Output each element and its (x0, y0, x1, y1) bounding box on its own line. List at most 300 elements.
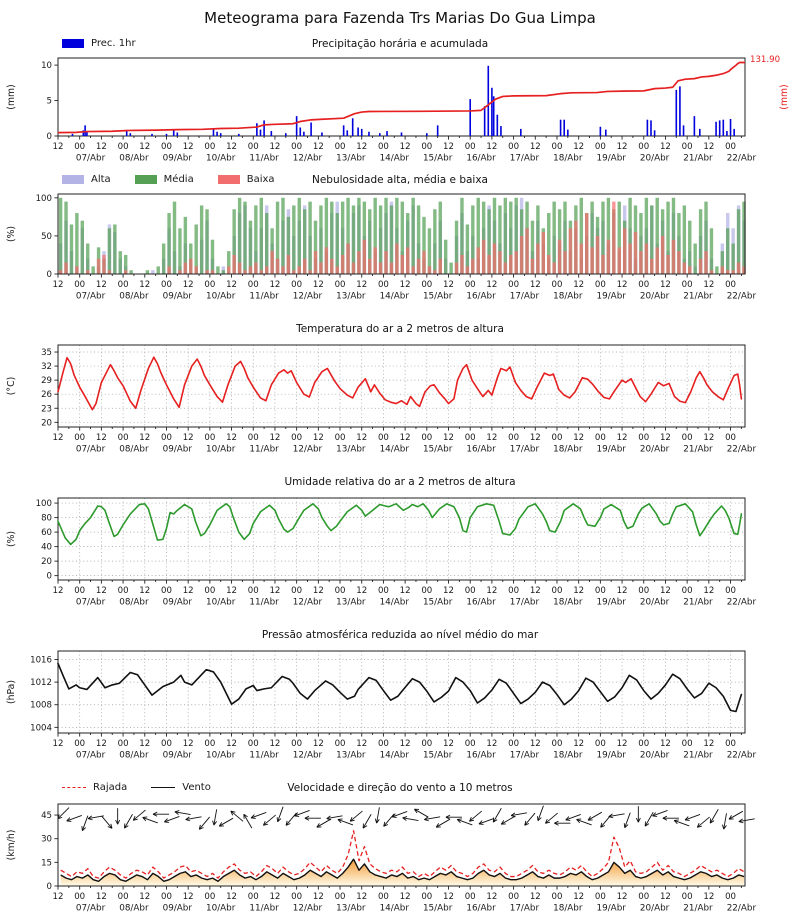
svg-text:00: 00 (465, 280, 476, 290)
svg-text:29: 29 (41, 376, 52, 386)
svg-text:00: 00 (508, 280, 519, 290)
svg-text:10/Abr: 10/Abr (206, 904, 236, 914)
svg-text:00: 00 (335, 586, 346, 596)
svg-text:00: 00 (378, 280, 389, 290)
temp-header (0, 322, 800, 339)
svg-text:21/Abr: 21/Abr (683, 904, 713, 914)
svg-text:12: 12 (573, 280, 584, 290)
svg-text:12: 12 (703, 739, 714, 749)
svg-text:00: 00 (74, 739, 85, 749)
svg-text:12: 12 (703, 586, 714, 596)
svg-text:00: 00 (421, 739, 432, 749)
svg-text:00: 00 (508, 142, 519, 152)
page-title: Meteograma para Fazenda Trs Marias Do Gua Limpa (0, 0, 800, 34)
svg-text:12: 12 (617, 433, 628, 443)
wind-title: Velocidade e direção do vento a 10 metros (0, 782, 800, 794)
svg-text:12: 12 (269, 739, 280, 749)
svg-text:10/Abr: 10/Abr (206, 598, 236, 608)
svg-text:12: 12 (96, 586, 107, 596)
svg-text:12: 12 (313, 280, 324, 290)
wind-chart-canvas (0, 798, 800, 920)
svg-text:17/Abr: 17/Abr (510, 904, 540, 914)
svg-text:(hPa): (hPa) (6, 680, 17, 704)
svg-text:5: 5 (47, 97, 52, 107)
svg-text:12: 12 (573, 892, 584, 902)
svg-text:13/Abr: 13/Abr (336, 904, 366, 914)
svg-text:00: 00 (682, 280, 693, 290)
svg-text:00: 00 (595, 892, 606, 902)
svg-text:18/Abr: 18/Abr (553, 292, 583, 302)
svg-text:00: 00 (204, 280, 215, 290)
pressure-title: Pressão atmosférica reduzida ao nível médio do mar (0, 629, 800, 641)
svg-text:20/Abr: 20/Abr (640, 154, 670, 164)
svg-text:00: 00 (595, 280, 606, 290)
svg-text:12: 12 (530, 739, 541, 749)
svg-text:12: 12 (53, 433, 64, 443)
svg-text:12: 12 (313, 586, 324, 596)
svg-text:22/Abr: 22/Abr (727, 751, 757, 761)
svg-text:00: 00 (291, 280, 302, 290)
svg-text:00: 00 (378, 892, 389, 902)
svg-text:12: 12 (313, 142, 324, 152)
svg-text:12: 12 (269, 280, 280, 290)
svg-text:00: 00 (118, 586, 129, 596)
svg-text:00: 00 (335, 739, 346, 749)
svg-text:0: 0 (47, 882, 52, 892)
humidity-chart-canvas (0, 492, 800, 614)
svg-text:12: 12 (486, 280, 497, 290)
svg-text:12: 12 (486, 892, 497, 902)
svg-text:14/Abr: 14/Abr (380, 154, 410, 164)
wind-rajada-swatch (62, 787, 86, 788)
svg-text:20: 20 (41, 418, 52, 428)
svg-text:00: 00 (161, 280, 172, 290)
svg-text:16/Abr: 16/Abr (466, 751, 496, 761)
svg-text:00: 00 (74, 892, 85, 902)
svg-text:19/Abr: 19/Abr (597, 751, 627, 761)
svg-text:12: 12 (356, 586, 367, 596)
svg-text:12: 12 (573, 142, 584, 152)
svg-text:12: 12 (443, 142, 454, 152)
svg-text:12: 12 (617, 892, 628, 902)
svg-text:13/Abr: 13/Abr (336, 445, 366, 455)
clouds-baixa-swatch (218, 175, 240, 184)
svg-text:12: 12 (703, 892, 714, 902)
svg-text:30: 30 (41, 835, 52, 845)
svg-text:12: 12 (530, 142, 541, 152)
svg-text:00: 00 (291, 142, 302, 152)
svg-text:09/Abr: 09/Abr (163, 751, 193, 761)
svg-text:50: 50 (41, 232, 52, 242)
svg-text:12: 12 (660, 586, 671, 596)
svg-text:08/Abr: 08/Abr (119, 751, 149, 761)
svg-text:00: 00 (378, 433, 389, 443)
svg-text:12: 12 (443, 739, 454, 749)
svg-text:00: 00 (74, 586, 85, 596)
svg-text:12: 12 (443, 433, 454, 443)
wind-vento-swatch (151, 787, 175, 788)
svg-text:00: 00 (378, 142, 389, 152)
svg-text:00: 00 (161, 142, 172, 152)
svg-text:14/Abr: 14/Abr (380, 904, 410, 914)
svg-text:20/Abr: 20/Abr (640, 292, 670, 302)
wind-header (0, 781, 800, 798)
svg-text:21/Abr: 21/Abr (683, 751, 713, 761)
wind-legend-item-rajada (62, 782, 127, 793)
svg-text:100: 100 (36, 194, 52, 204)
svg-text:12: 12 (486, 586, 497, 596)
svg-text:(%): (%) (6, 226, 17, 242)
svg-text:12: 12 (96, 892, 107, 902)
temp-title: Temperatura do ar a 2 metros de altura (0, 323, 800, 335)
svg-text:00: 00 (508, 892, 519, 902)
svg-text:08/Abr: 08/Abr (119, 445, 149, 455)
svg-text:19/Abr: 19/Abr (597, 292, 627, 302)
svg-text:21/Abr: 21/Abr (683, 292, 713, 302)
svg-text:00: 00 (682, 892, 693, 902)
svg-text:12: 12 (356, 892, 367, 902)
svg-text:12: 12 (573, 433, 584, 443)
svg-text:16/Abr: 16/Abr (466, 598, 496, 608)
clouds-baixa-label: Baixa (247, 174, 275, 185)
svg-text:00: 00 (291, 739, 302, 749)
svg-text:00: 00 (725, 739, 736, 749)
svg-text:22/Abr: 22/Abr (727, 445, 757, 455)
svg-text:20/Abr: 20/Abr (640, 904, 670, 914)
svg-text:07/Abr: 07/Abr (76, 598, 106, 608)
svg-text:00: 00 (378, 739, 389, 749)
svg-text:20/Abr: 20/Abr (640, 598, 670, 608)
precip-legend-label: Prec. 1hr (91, 38, 136, 49)
svg-text:12: 12 (400, 586, 411, 596)
svg-text:00: 00 (552, 142, 563, 152)
svg-text:12: 12 (400, 739, 411, 749)
svg-text:00: 00 (248, 739, 259, 749)
svg-text:(°C): (°C) (6, 377, 17, 395)
svg-text:09/Abr: 09/Abr (163, 292, 193, 302)
svg-text:11/Abr: 11/Abr (249, 751, 279, 761)
svg-text:00: 00 (595, 142, 606, 152)
svg-text:12: 12 (443, 586, 454, 596)
svg-text:20/Abr: 20/Abr (640, 751, 670, 761)
svg-text:12: 12 (703, 142, 714, 152)
svg-text:18/Abr: 18/Abr (553, 445, 583, 455)
svg-text:00: 00 (595, 433, 606, 443)
svg-text:14/Abr: 14/Abr (380, 292, 410, 302)
svg-text:18/Abr: 18/Abr (553, 598, 583, 608)
svg-text:12: 12 (356, 280, 367, 290)
svg-text:00: 00 (638, 892, 649, 902)
svg-text:19/Abr: 19/Abr (597, 598, 627, 608)
svg-text:00: 00 (204, 142, 215, 152)
svg-text:12: 12 (183, 739, 194, 749)
svg-text:00: 00 (682, 142, 693, 152)
svg-text:12: 12 (269, 433, 280, 443)
svg-text:12: 12 (226, 892, 237, 902)
svg-text:00: 00 (204, 892, 215, 902)
svg-text:00: 00 (74, 280, 85, 290)
svg-text:17/Abr: 17/Abr (510, 445, 540, 455)
svg-text:00: 00 (421, 280, 432, 290)
svg-text:00: 00 (248, 280, 259, 290)
svg-text:22/Abr: 22/Abr (727, 154, 757, 164)
svg-text:12: 12 (486, 739, 497, 749)
svg-text:08/Abr: 08/Abr (119, 292, 149, 302)
svg-text:12/Abr: 12/Abr (293, 154, 323, 164)
svg-text:12: 12 (313, 739, 324, 749)
svg-text:12: 12 (400, 142, 411, 152)
svg-text:12: 12 (183, 586, 194, 596)
svg-text:07/Abr: 07/Abr (76, 445, 106, 455)
svg-text:12: 12 (617, 586, 628, 596)
svg-text:(mm): (mm) (779, 84, 790, 109)
svg-text:12: 12 (139, 892, 150, 902)
svg-text:12: 12 (313, 892, 324, 902)
precip-title: Precipitação horária e acumulada (0, 38, 800, 50)
svg-text:00: 00 (552, 892, 563, 902)
svg-text:12: 12 (703, 433, 714, 443)
svg-text:21/Abr: 21/Abr (683, 598, 713, 608)
svg-text:11/Abr: 11/Abr (249, 292, 279, 302)
precip-chart-canvas (0, 54, 800, 170)
svg-text:19/Abr: 19/Abr (597, 154, 627, 164)
svg-text:1016: 1016 (30, 655, 52, 665)
svg-text:12: 12 (139, 739, 150, 749)
clouds-legend (62, 174, 275, 185)
svg-text:26: 26 (41, 390, 52, 400)
svg-text:12: 12 (703, 280, 714, 290)
clouds-media-label: Média (164, 174, 194, 185)
svg-text:11/Abr: 11/Abr (249, 598, 279, 608)
svg-text:21/Abr: 21/Abr (683, 154, 713, 164)
precip-header (0, 37, 800, 54)
wind-legend (62, 782, 211, 793)
svg-text:17/Abr: 17/Abr (510, 292, 540, 302)
svg-text:00: 00 (118, 280, 129, 290)
svg-text:12: 12 (617, 280, 628, 290)
svg-text:12: 12 (617, 142, 628, 152)
pressure-header (0, 628, 800, 645)
svg-text:131.90: 131.90 (750, 55, 780, 65)
svg-text:23: 23 (41, 404, 52, 414)
svg-text:08/Abr: 08/Abr (119, 904, 149, 914)
svg-text:00: 00 (552, 739, 563, 749)
svg-text:12: 12 (443, 280, 454, 290)
svg-text:11/Abr: 11/Abr (249, 154, 279, 164)
svg-text:00: 00 (335, 280, 346, 290)
svg-text:19/Abr: 19/Abr (597, 904, 627, 914)
svg-text:00: 00 (335, 433, 346, 443)
humidity-title: Umidade relativa do ar a 2 metros de altura (0, 476, 800, 488)
precip-legend-item (62, 38, 136, 49)
svg-text:12: 12 (226, 433, 237, 443)
svg-text:14/Abr: 14/Abr (380, 598, 410, 608)
svg-text:1008: 1008 (30, 701, 52, 711)
svg-text:14/Abr: 14/Abr (380, 751, 410, 761)
svg-text:1004: 1004 (30, 723, 52, 733)
svg-text:00: 00 (118, 739, 129, 749)
precip-legend (62, 38, 136, 49)
svg-text:00: 00 (682, 433, 693, 443)
svg-text:15/Abr: 15/Abr (423, 751, 453, 761)
svg-text:12: 12 (53, 142, 64, 152)
svg-text:00: 00 (118, 433, 129, 443)
svg-text:12: 12 (53, 280, 64, 290)
svg-text:00: 00 (161, 586, 172, 596)
svg-text:20: 20 (41, 557, 52, 567)
svg-text:00: 00 (74, 433, 85, 443)
svg-text:00: 00 (638, 280, 649, 290)
svg-text:09/Abr: 09/Abr (163, 445, 193, 455)
svg-text:00: 00 (204, 586, 215, 596)
svg-text:12: 12 (139, 280, 150, 290)
svg-text:00: 00 (725, 586, 736, 596)
svg-text:12: 12 (573, 739, 584, 749)
wind-rajada-label: Rajada (93, 782, 127, 793)
svg-text:12: 12 (269, 142, 280, 152)
svg-text:00: 00 (291, 433, 302, 443)
svg-text:00: 00 (248, 142, 259, 152)
svg-text:07/Abr: 07/Abr (76, 154, 106, 164)
svg-text:12: 12 (400, 433, 411, 443)
svg-text:00: 00 (682, 739, 693, 749)
svg-text:12: 12 (96, 142, 107, 152)
svg-text:00: 00 (248, 433, 259, 443)
clouds-chart-canvas (0, 190, 800, 308)
svg-text:00: 00 (118, 142, 129, 152)
svg-text:60: 60 (41, 528, 52, 538)
svg-text:22/Abr: 22/Abr (727, 904, 757, 914)
svg-text:00: 00 (378, 586, 389, 596)
svg-text:00: 00 (421, 433, 432, 443)
svg-text:10/Abr: 10/Abr (206, 751, 236, 761)
svg-text:09/Abr: 09/Abr (163, 904, 193, 914)
svg-text:(mm): (mm) (6, 84, 17, 109)
svg-text:11/Abr: 11/Abr (249, 904, 279, 914)
svg-text:15/Abr: 15/Abr (423, 292, 453, 302)
svg-text:17/Abr: 17/Abr (510, 154, 540, 164)
svg-text:00: 00 (465, 739, 476, 749)
svg-text:12: 12 (573, 586, 584, 596)
svg-text:21/Abr: 21/Abr (683, 445, 713, 455)
svg-text:00: 00 (161, 433, 172, 443)
svg-text:00: 00 (552, 586, 563, 596)
svg-text:00: 00 (291, 586, 302, 596)
svg-text:00: 00 (248, 586, 259, 596)
wind-vento-label: Vento (182, 782, 211, 793)
svg-text:00: 00 (248, 892, 259, 902)
svg-text:12: 12 (660, 142, 671, 152)
svg-text:12: 12 (400, 892, 411, 902)
svg-text:12: 12 (530, 892, 541, 902)
svg-text:16/Abr: 16/Abr (466, 445, 496, 455)
temp-chart-canvas (0, 339, 800, 461)
svg-text:13/Abr: 13/Abr (336, 751, 366, 761)
svg-text:00: 00 (508, 433, 519, 443)
svg-text:10: 10 (41, 61, 52, 71)
svg-text:45: 45 (41, 811, 52, 821)
svg-text:10/Abr: 10/Abr (206, 445, 236, 455)
svg-text:12: 12 (53, 586, 64, 596)
svg-text:00: 00 (725, 280, 736, 290)
svg-text:20/Abr: 20/Abr (640, 445, 670, 455)
svg-text:00: 00 (595, 739, 606, 749)
svg-text:12: 12 (139, 433, 150, 443)
svg-text:1012: 1012 (30, 678, 52, 688)
svg-text:12: 12 (139, 586, 150, 596)
svg-text:00: 00 (421, 586, 432, 596)
svg-text:16/Abr: 16/Abr (466, 154, 496, 164)
svg-text:00: 00 (508, 586, 519, 596)
svg-text:00: 00 (465, 142, 476, 152)
svg-text:08/Abr: 08/Abr (119, 154, 149, 164)
svg-text:18/Abr: 18/Abr (553, 751, 583, 761)
svg-text:22/Abr: 22/Abr (727, 292, 757, 302)
svg-text:12: 12 (226, 586, 237, 596)
svg-text:00: 00 (118, 892, 129, 902)
humidity-header (0, 475, 800, 492)
svg-text:0: 0 (47, 132, 52, 142)
svg-text:12: 12 (356, 433, 367, 443)
svg-text:12: 12 (269, 892, 280, 902)
svg-text:13/Abr: 13/Abr (336, 154, 366, 164)
clouds-media-swatch (135, 175, 157, 184)
svg-text:12: 12 (356, 142, 367, 152)
svg-text:07/Abr: 07/Abr (76, 751, 106, 761)
svg-text:12: 12 (443, 892, 454, 902)
svg-text:12: 12 (183, 142, 194, 152)
svg-text:15: 15 (41, 858, 52, 868)
svg-text:15/Abr: 15/Abr (423, 154, 453, 164)
svg-text:09/Abr: 09/Abr (163, 598, 193, 608)
svg-text:00: 00 (465, 892, 476, 902)
clouds-title: Nebulosidade alta, média e baixa (0, 174, 800, 186)
svg-text:12: 12 (183, 433, 194, 443)
svg-text:00: 00 (204, 739, 215, 749)
wind-legend-item-vento (151, 782, 211, 793)
svg-text:12: 12 (183, 280, 194, 290)
svg-text:00: 00 (638, 433, 649, 443)
svg-text:00: 00 (204, 433, 215, 443)
svg-text:100: 100 (36, 499, 52, 509)
svg-text:12: 12 (617, 739, 628, 749)
svg-text:12/Abr: 12/Abr (293, 904, 323, 914)
svg-text:00: 00 (161, 892, 172, 902)
svg-text:07/Abr: 07/Abr (76, 904, 106, 914)
svg-text:12: 12 (96, 280, 107, 290)
svg-text:18/Abr: 18/Abr (553, 904, 583, 914)
svg-text:15/Abr: 15/Abr (423, 904, 453, 914)
svg-text:00: 00 (291, 892, 302, 902)
clouds-legend-item-alta (62, 174, 111, 185)
svg-text:16/Abr: 16/Abr (466, 904, 496, 914)
svg-text:12: 12 (530, 280, 541, 290)
svg-text:12/Abr: 12/Abr (293, 292, 323, 302)
clouds-alta-swatch (62, 175, 84, 184)
svg-text:00: 00 (465, 586, 476, 596)
clouds-header (0, 173, 800, 190)
svg-text:00: 00 (508, 739, 519, 749)
svg-text:00: 00 (638, 739, 649, 749)
svg-text:12: 12 (356, 739, 367, 749)
svg-text:12: 12 (96, 433, 107, 443)
svg-text:00: 00 (725, 142, 736, 152)
svg-text:0: 0 (47, 572, 52, 582)
svg-text:(%): (%) (6, 531, 17, 547)
svg-text:12: 12 (139, 142, 150, 152)
svg-text:12: 12 (269, 586, 280, 596)
svg-text:12: 12 (660, 892, 671, 902)
